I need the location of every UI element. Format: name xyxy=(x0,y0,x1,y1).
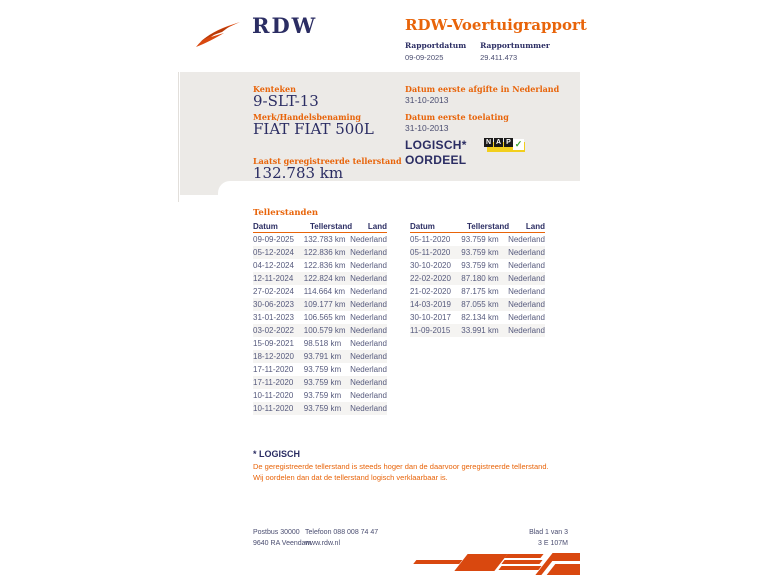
panel-edge xyxy=(178,72,179,202)
cell-land: Nederland xyxy=(350,378,387,387)
footnote-text: De geregistreerde tellerstand is steeds hoger dan de daarvoor geregistreerde tellerstand. Wij oordelen dan dat de tellerstand logisch verklaarbaar is. xyxy=(253,462,549,482)
table-row xyxy=(253,402,387,415)
nap-logo-icon xyxy=(484,137,528,154)
column-header-tellerstand: Tellerstand xyxy=(467,222,510,231)
table-row xyxy=(253,233,387,246)
cell-tellerstand: 87.175 km xyxy=(461,287,499,296)
cell-tellerstand: 114.664 km xyxy=(303,287,345,296)
cell-land: Nederland xyxy=(350,300,387,309)
cell-land: Nederland xyxy=(350,326,387,335)
cell-datum: 17-11-2020 xyxy=(253,365,294,374)
cell-land: Nederland xyxy=(350,235,387,244)
cell-tellerstand: 33.991 km xyxy=(461,326,499,335)
report-number xyxy=(480,41,550,62)
cell-land: Nederland xyxy=(350,391,387,400)
report-date xyxy=(405,41,466,62)
table-row xyxy=(253,272,387,285)
cell-land: Nederland xyxy=(350,261,387,270)
afgifte-label: Datum eerste afgifte in Nederland xyxy=(405,84,560,94)
table-row xyxy=(253,363,387,376)
footer-website-link[interactable]: www.rdw.nl xyxy=(305,540,341,547)
cell-tellerstand: 87.180 km xyxy=(461,274,499,283)
cell-datum: 30-10-2017 xyxy=(410,313,451,322)
table-row xyxy=(253,246,387,259)
table-header xyxy=(410,219,545,233)
table-row xyxy=(410,311,545,324)
cell-tellerstand: 109.177 km xyxy=(303,300,346,309)
table-row xyxy=(410,324,545,337)
cell-land: Nederland xyxy=(508,326,545,335)
cell-datum: 14-03-2019 xyxy=(410,300,451,309)
cell-land: Nederland xyxy=(508,300,545,309)
cell-tellerstand: 106.565 km xyxy=(303,313,346,322)
afgifte-value: 31-10-2013 xyxy=(405,95,449,105)
cell-tellerstand: 122.836 km xyxy=(303,248,346,257)
cell-tellerstand: 82.134 km xyxy=(461,313,499,322)
cell-tellerstand: 93.759 km xyxy=(461,261,499,270)
cell-land: Nederland xyxy=(508,235,545,244)
cell-tellerstand: 93.759 km xyxy=(461,248,499,257)
table-row xyxy=(410,259,545,272)
oordeel-status xyxy=(405,138,467,168)
cell-datum: 09-09-2025 xyxy=(253,235,294,244)
cell-land: Nederland xyxy=(508,248,545,257)
table-row xyxy=(410,246,545,259)
cell-tellerstand: 93.759 km xyxy=(303,391,342,400)
cell-datum: 12-11-2024 xyxy=(253,274,294,283)
cell-datum: 31-01-2023 xyxy=(253,313,294,322)
footer-phone: Telefoon 088 008 74 47 xyxy=(305,529,379,536)
tellerstand-value: 132.783 km xyxy=(253,164,344,182)
cell-datum: 10-11-2020 xyxy=(253,404,294,413)
table-row xyxy=(253,376,387,389)
cell-land: Nederland xyxy=(350,274,387,283)
merk-value: FIAT FIAT 500L xyxy=(253,120,374,138)
nap-letter-n: N xyxy=(485,139,492,146)
nap-check-icon: ✓ xyxy=(514,139,523,149)
report-meta xyxy=(405,41,550,62)
report-number-value: 29.411.473 xyxy=(480,53,518,62)
cell-land: Nederland xyxy=(350,287,387,296)
cell-land: Nederland xyxy=(350,339,387,348)
oordeel-line2: OORDEEL xyxy=(405,153,467,167)
cell-tellerstand: 93.759 km xyxy=(461,235,499,244)
column-header-datum: Datum xyxy=(410,222,435,231)
cell-land: Nederland xyxy=(350,404,387,413)
cell-datum: 04-12-2024 xyxy=(253,261,294,270)
column-header-tellerstand: Tellerstand xyxy=(310,222,353,231)
toelating-label: Datum eerste toelating xyxy=(405,112,509,122)
nap-letter-a: A xyxy=(495,139,502,146)
merk-label: Merk/Handelsbenaming xyxy=(253,112,362,122)
cell-datum: 05-11-2020 xyxy=(410,235,451,244)
cell-datum: 18-12-2020 xyxy=(253,352,294,361)
cell-datum: 27-02-2024 xyxy=(253,287,294,296)
cell-tellerstand: 93.759 km xyxy=(303,365,342,374)
cell-datum: 17-11-2020 xyxy=(253,378,294,387)
cell-datum: 30-10-2020 xyxy=(410,261,451,270)
tellerstanden-heading: Tellerstanden xyxy=(253,208,319,218)
table-row xyxy=(253,298,387,311)
cell-tellerstand: 87.055 km xyxy=(461,300,499,309)
cell-tellerstand: 93.791 km xyxy=(303,352,342,361)
report-date-value: 09-09-2025 xyxy=(405,53,444,62)
cell-land: Nederland xyxy=(508,287,545,296)
cell-land: Nederland xyxy=(350,248,387,257)
cell-datum: 21-02-2020 xyxy=(410,287,451,296)
cell-land: Nederland xyxy=(350,313,387,322)
cell-land: Nederland xyxy=(508,261,545,270)
cell-datum: 22-02-2020 xyxy=(410,274,451,283)
table-row xyxy=(253,259,387,272)
table-row xyxy=(253,337,387,350)
cell-land: Nederland xyxy=(350,365,387,374)
report-date-label: Rapportdatum xyxy=(405,41,467,50)
table-row xyxy=(410,233,545,246)
cell-tellerstand: 98.518 km xyxy=(303,339,342,348)
tellerstand-label: Laatst geregistreerde tellerstand xyxy=(253,156,402,166)
cell-tellerstand: 122.836 km xyxy=(303,261,346,270)
tellerstanden-table-right xyxy=(410,219,545,337)
toelating-value: 31-10-2013 xyxy=(405,123,449,133)
cell-datum: 15-09-2021 xyxy=(253,339,294,348)
cell-tellerstand: 93.759 km xyxy=(303,378,342,387)
page-title: RDW-Voertuigrapport xyxy=(405,16,587,34)
column-header-land: Land xyxy=(367,222,387,231)
cell-land: Nederland xyxy=(508,313,545,322)
table-row xyxy=(410,272,545,285)
cell-tellerstand: 93.759 km xyxy=(303,404,342,413)
table-row xyxy=(410,285,545,298)
cell-tellerstand: 100.579 km xyxy=(303,326,346,335)
table-row xyxy=(253,285,387,298)
footer-form-code: 3 E 107M xyxy=(538,540,568,547)
table-header xyxy=(253,219,387,233)
cell-land: Nederland xyxy=(508,274,545,283)
column-header-land: Land xyxy=(525,222,545,231)
table-row xyxy=(410,298,545,311)
cell-datum: 03-02-2022 xyxy=(253,326,294,335)
table-body xyxy=(410,233,545,337)
footer-address xyxy=(253,527,311,549)
panel-notch xyxy=(218,181,581,196)
footer-contact xyxy=(305,527,378,549)
table-body xyxy=(253,233,387,415)
table-row xyxy=(253,389,387,402)
cell-tellerstand: 122.824 km xyxy=(303,274,346,283)
tellerstanden-table-left xyxy=(253,219,387,415)
cell-datum: 05-12-2024 xyxy=(253,248,294,257)
kenteken-label: Kenteken xyxy=(253,84,296,94)
cell-datum: 05-11-2020 xyxy=(410,248,451,257)
table-row xyxy=(253,324,387,337)
column-header-datum: Datum xyxy=(253,222,278,231)
report-number-label: Rapportnummer xyxy=(480,41,550,50)
footer-page-indicator: Blad 1 van 3 xyxy=(529,529,568,536)
footnote-heading: * LOGISCH xyxy=(253,449,301,459)
cell-land: Nederland xyxy=(350,352,387,361)
rdw-logo-icon xyxy=(194,20,242,50)
table-row xyxy=(253,311,387,324)
footer-page-info xyxy=(500,527,568,549)
cell-datum: 11-09-2015 xyxy=(410,326,451,335)
rdw-watermark-icon xyxy=(403,551,580,576)
cell-tellerstand: 132.783 km xyxy=(303,235,346,244)
cell-datum: 30-06-2023 xyxy=(253,300,294,309)
footer-address-line2: 9640 RA Veendam xyxy=(253,540,312,547)
cell-datum: 10-11-2020 xyxy=(253,391,294,400)
brand-wordmark: RDW xyxy=(252,13,318,38)
table-row xyxy=(253,350,387,363)
kenteken-value: 9-SLT-13 xyxy=(253,92,319,110)
footer-address-line1: Postbus 30000 xyxy=(253,529,300,536)
oordeel-line1: LOGISCH* xyxy=(405,138,467,152)
nap-letter-p: P xyxy=(504,138,513,147)
